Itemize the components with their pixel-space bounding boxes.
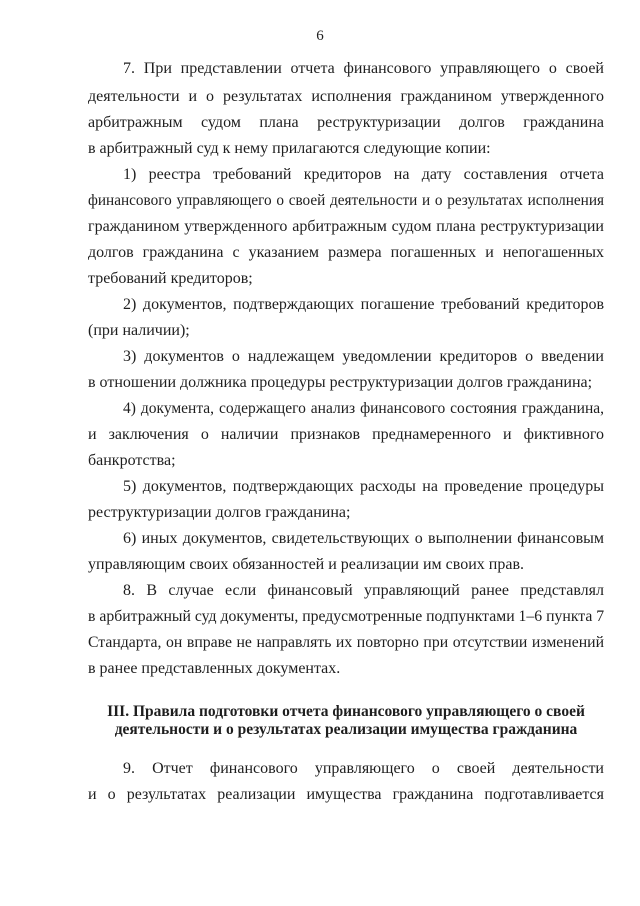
text-line: гражданином утвержденного арбитражным судом плана реструктуризации — [88, 218, 604, 235]
text-line: 5) документов, подтверждающих расходы на проведение процедуры — [123, 478, 604, 495]
text-line: в ранее представленных документах. — [88, 660, 341, 677]
text-line: деятельности и о результатах исполнения гражданином утвержденного — [88, 88, 604, 105]
text-line: требований кредиторов; — [88, 270, 253, 287]
page-number: 6 — [316, 28, 324, 44]
text-line: и о результатах реализации имущества гражданина подготавливается — [88, 786, 604, 803]
text-line: 4) документа, содержащего анализ финансового состояния гражданина, — [123, 400, 604, 417]
text-line: 7. При представлении отчета финансового управляющего о своей — [123, 60, 604, 77]
text-line: и заключения о наличии признаков преднамеренного и фиктивного — [88, 426, 604, 443]
text-line: арбитражным судом плана реструктуризации долгов гражданина — [88, 114, 604, 131]
text-line: 3) документов о надлежащем уведомлении кредиторов о введении — [123, 348, 604, 365]
text-line: в арбитражный суд документы, предусмотренные подпунктами 1–6 пункта 7 — [88, 608, 605, 625]
text-line: (при наличии); — [88, 322, 190, 339]
text-line: 1) реестра требований кредиторов на дату составления отчета — [123, 166, 604, 183]
text-line: 8. В случае если финансовый управляющий ранее представлял — [123, 582, 604, 599]
text-line: 2) документов, подтверждающих погашение требований кредиторов — [123, 296, 604, 313]
text-line: банкротства; — [88, 452, 176, 469]
text-line: долгов гражданина с указанием размера погашенных и непогашенных — [88, 244, 604, 261]
section-heading-line-2: деятельности и о результатах реализации имущества гражданина — [114, 721, 578, 738]
section-heading-line-1: III. Правила подготовки отчета финансового управляющего о своей — [107, 703, 585, 720]
text-line: в арбитражный суд к нему прилагаются следующие копии: — [88, 140, 491, 157]
text-line: 9. Отчет финансового управляющего о своей деятельности — [123, 760, 604, 777]
text-line: 6) иных документов, свидетельствующих о выполнении финансовым — [123, 530, 604, 547]
text-line: финансового управляющего о своей деятельности и о результатах исполнения — [88, 192, 604, 209]
text-line: в отношении должника процедуры реструктуризации долгов гражданина; — [88, 374, 593, 391]
text-line: управляющим своих обязанностей и реализации им своих прав. — [88, 556, 524, 573]
text-line: Стандарта, он вправе не направлять их повторно при отсутствии изменений — [88, 634, 604, 651]
text-line: реструктуризации долгов гражданина; — [88, 504, 351, 521]
